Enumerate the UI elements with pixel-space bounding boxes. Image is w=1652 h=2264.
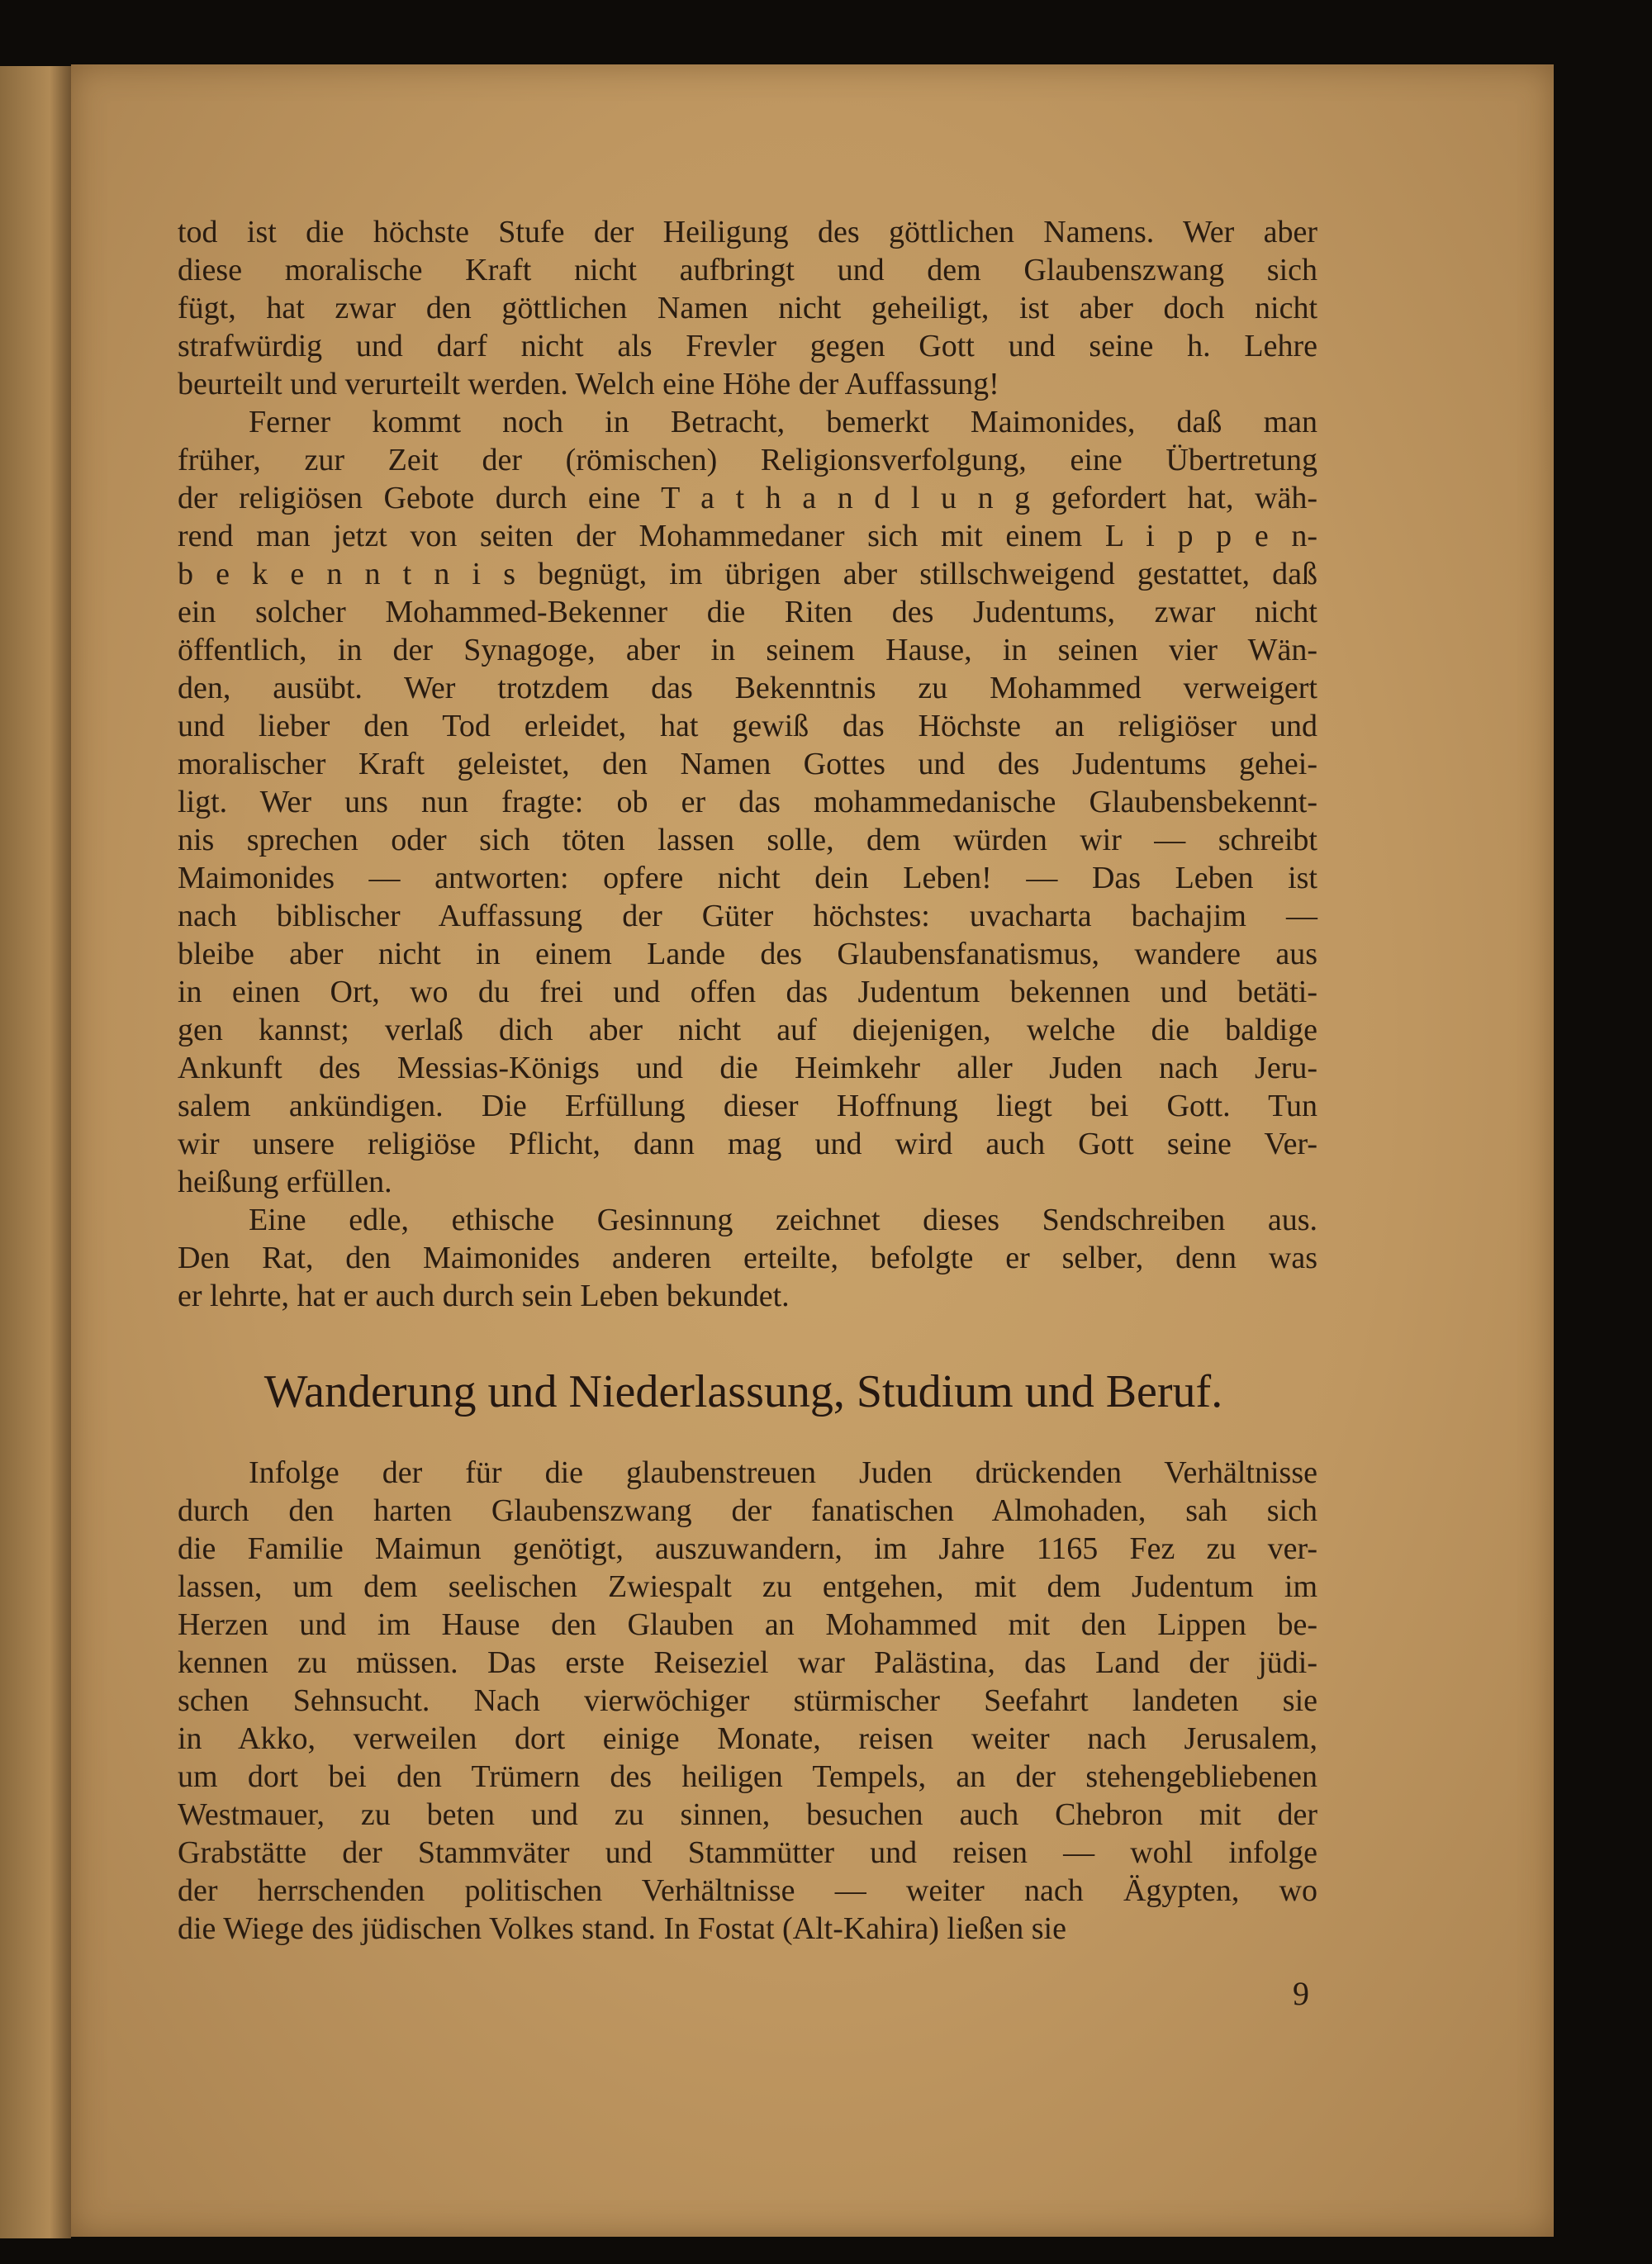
text-line: schen Sehnsucht. Nach vierwöchiger stürmischer Seefahrt landeten sie xyxy=(178,1683,1317,1718)
text-line: diese moralische Kraft nicht aufbringt und dem Glaubenszwang sich xyxy=(178,253,1317,287)
text-line: ein solcher Mohammed-Bekenner die Riten des Judentums, zwar nicht xyxy=(178,595,1317,629)
text-line: Den Rat, den Maimonides anderen erteilte, befolgte er selber, denn was xyxy=(178,1241,1317,1275)
previous-page-edge xyxy=(0,66,71,2238)
text-line: wir unsere religiöse Pflicht, dann mag und wird auch Gott seine Ver- xyxy=(178,1127,1317,1161)
body-text-bottom xyxy=(178,1454,1317,1948)
text-line: Westmauer, zu beten und zu sinnen, besuchen auch Chebron mit der xyxy=(178,1797,1317,1832)
text-line: bleibe aber nicht in einem Lande des Glaubensfanatismus, wandere aus xyxy=(178,937,1317,971)
text-line: der religiösen Gebote durch eine T a t h a n d l u n g gefordert hat, wäh- xyxy=(178,481,1317,515)
text-line: in einen Ort, wo du frei und offen das Judentum bekennen und betäti- xyxy=(178,975,1317,1009)
text-line: durch den harten Glaubenszwang der fanatischen Almohaden, sah sich xyxy=(178,1493,1317,1528)
page-number: 9 xyxy=(1293,1975,1309,2012)
section-heading: Wanderung und Niederlassung, Studium und Beruf. xyxy=(263,1366,1223,1417)
text-line: die Wiege des jüdischen Volkes stand. In Fostat (Alt-Kahira) ließen sie xyxy=(178,1911,1066,1946)
text-line: früher, zur Zeit der (römischen) Religionsverfolgung, eine Übertretung xyxy=(178,443,1317,477)
text-line: Eine edle, ethische Gesinnung zeichnet dieses Sendschreiben aus. xyxy=(249,1203,1317,1237)
text-line: beurteilt und verurteilt werden. Welch eine Höhe der Auffassung! xyxy=(178,367,999,401)
text-line: Maimonides — antworten: opfere nicht dein Leben! — Das Leben ist xyxy=(178,861,1317,895)
text-line: heißung erfüllen. xyxy=(178,1165,392,1199)
text-line: Ankunft des Messias-Königs und die Heimkehr aller Juden nach Jeru- xyxy=(178,1051,1317,1085)
text-line: rend man jetzt von seiten der Mohammedaner sich mit einem L i p p e n- xyxy=(178,519,1317,553)
text-line: und lieber den Tod erleidet, hat gewiß das Höchste an religiöser und xyxy=(178,709,1317,743)
text-line: nach biblischer Auffassung der Güter höchstes: uvacharta bachajim — xyxy=(178,899,1317,933)
text-line: Herzen und im Hause den Glauben an Mohammed mit den Lippen be- xyxy=(178,1607,1317,1642)
text-line: Grabstätte der Stammväter und Stammütter und reisen — wohl infolge xyxy=(178,1835,1317,1870)
text-line: den, ausübt. Wer trotzdem das Bekenntnis zu Mohammed verweigert xyxy=(178,671,1317,705)
text-line: öffentlich, in der Synagoge, aber in seinem Hause, in seinen vier Wän- xyxy=(178,633,1317,667)
text-line: Ferner kommt noch in Betracht, bemerkt Maimonides, daß man xyxy=(249,405,1317,439)
text-line: ligt. Wer uns nun fragte: ob er das mohammedanische Glaubensbekennt- xyxy=(178,785,1317,819)
text-line: moralischer Kraft geleistet, den Namen Gottes und des Judentums gehei- xyxy=(178,747,1317,781)
text-line: in Akko, verweilen dort einige Monate, reisen weiter nach Jerusalem, xyxy=(178,1721,1317,1756)
text-line: lassen, um dem seelischen Zwiespalt zu entgehen, mit dem Judentum im xyxy=(178,1569,1317,1604)
text-line: salem ankündigen. Die Erfüllung dieser Hoffnung liegt bei Gott. Tun xyxy=(178,1089,1317,1123)
text-line: kennen zu müssen. Das erste Reiseziel war Palästina, das Land der jüdi- xyxy=(178,1645,1317,1680)
text-line: der herrschenden politischen Verhältnisse — weiter nach Ägypten, wo xyxy=(178,1873,1317,1908)
text-line: tod ist die höchste Stufe der Heiligung des göttlichen Namens. Wer aber xyxy=(178,215,1317,249)
text-line: um dort bei den Trümern des heiligen Tempels, an der stehengebliebenen xyxy=(178,1759,1317,1794)
text-line: gen kannst; verlaß dich aber nicht auf diejenigen, welche die baldige xyxy=(178,1013,1317,1047)
text-line: b e k e n n t n i s begnügt, im übrigen aber stillschweigend gestattet, daß xyxy=(178,557,1317,591)
text-line: fügt, hat zwar den göttlichen Namen nicht geheiligt, ist aber doch nicht xyxy=(178,291,1317,325)
text-line: nis sprechen oder sich töten lassen solle, dem würden wir — schreibt xyxy=(178,823,1317,857)
text-line: er lehrte, hat er auch durch sein Leben bekundet. xyxy=(178,1279,790,1313)
text-line: die Familie Maimun genötigt, auszuwandern, im Jahre 1165 Fez zu ver- xyxy=(178,1531,1317,1566)
text-line: Infolge der für die glaubenstreuen Juden drückenden Verhältnisse xyxy=(249,1455,1317,1490)
body-text-top xyxy=(178,213,1317,1315)
text-line: strafwürdig und darf nicht als Frevler gegen Gott und seine h. Lehre xyxy=(178,329,1317,363)
